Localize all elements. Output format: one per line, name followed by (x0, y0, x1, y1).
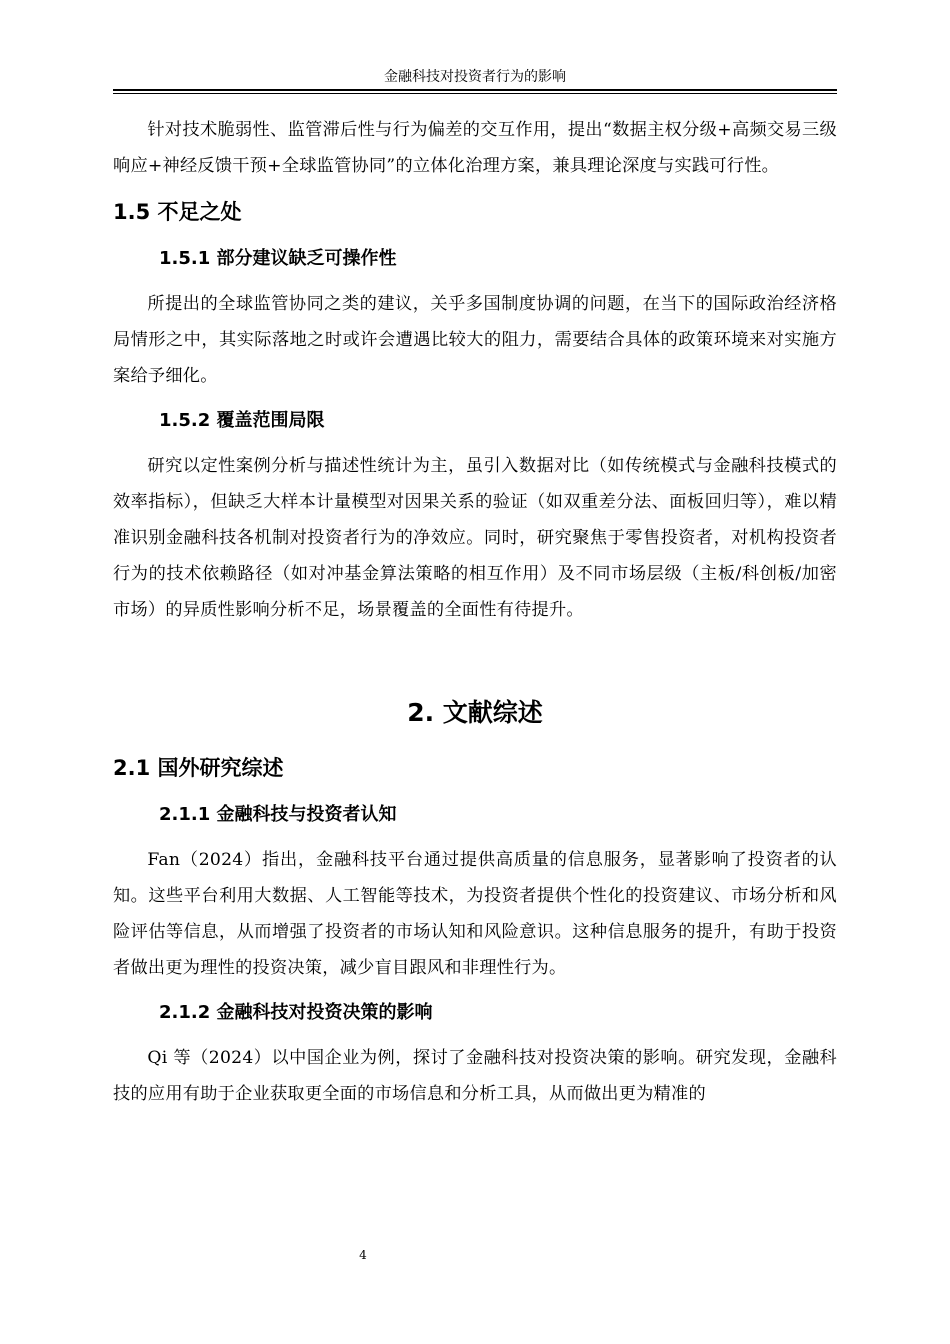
paragraph: Qi 等（2024）以中国企业为例，探讨了金融科技对投资决策的影响。研究发现，金融科技的应用有助于企业获取更全面的市场信息和分析工具，从而做出更为精准的 (113, 1048, 837, 1104)
paragraph: 研究以定性案例分析与描述性统计为主，虽引入数据对比（如传统模式与金融科技模式的效率指标），但缺乏大样本计量模型对因果关系的验证（如双重差分法、面板回归等），难以精准识别金融科技各机制对投资者行为的净效应。同时，研究聚焦于零售投资者，对机构投资者行为的技术依赖路径（如对冲基金算法策略的相互作用）及不同市场层级（主板/科创板/加密市场）的异质性影响分析不足，场景覆盖的全面性有待提升。 (113, 456, 837, 620)
subsection-heading: 1.5.2 覆盖范围局限 (159, 410, 325, 431)
chapter-heading: 2. 文献综述 (407, 698, 543, 727)
page-number: 4 (359, 1248, 367, 1262)
section-heading: 1.5 不足之处 (113, 200, 242, 224)
page-header-title: 金融科技对投资者行为的影响 (384, 69, 566, 85)
subsection-heading: 1.5.1 部分建议缺乏可操作性 (159, 248, 397, 269)
section-heading: 2.1 国外研究综述 (113, 756, 284, 780)
document-body (113, 112, 837, 1112)
header-divider-thin (113, 93, 837, 94)
header-divider-thick (113, 89, 837, 91)
paragraph: 所提出的全球监管协同之类的建议，关乎多国制度协调的问题，在当下的国际政治经济格局情形之中，其实际落地之时或许会遭遇比较大的阻力，需要结合具体的政策环境来对实施方案给予细化。 (113, 294, 837, 386)
paragraph: 针对技术脆弱性、监管滞后性与行为偏差的交互作用，提出“数据主权分级+高频交易三级响应+神经反馈干预+全球监管协同”的立体化治理方案，兼具理论深度与实践可行性。 (113, 120, 837, 176)
subsection-heading: 2.1.1 金融科技与投资者认知 (159, 804, 397, 825)
paragraph: Fan（2024）指出，金融科技平台通过提供高质量的信息服务，显著影响了投资者的认知。这些平台利用大数据、人工智能等技术，为投资者提供个性化的投资建议、市场分析和风险评估等信息，从而增强了投资者的市场认知和风险意识。这种信息服务的提升，有助于投资者做出更为理性的投资决策，减少盲目跟风和非理性行为。 (113, 850, 837, 978)
subsection-heading: 2.1.2 金融科技对投资决策的影响 (159, 1002, 433, 1023)
